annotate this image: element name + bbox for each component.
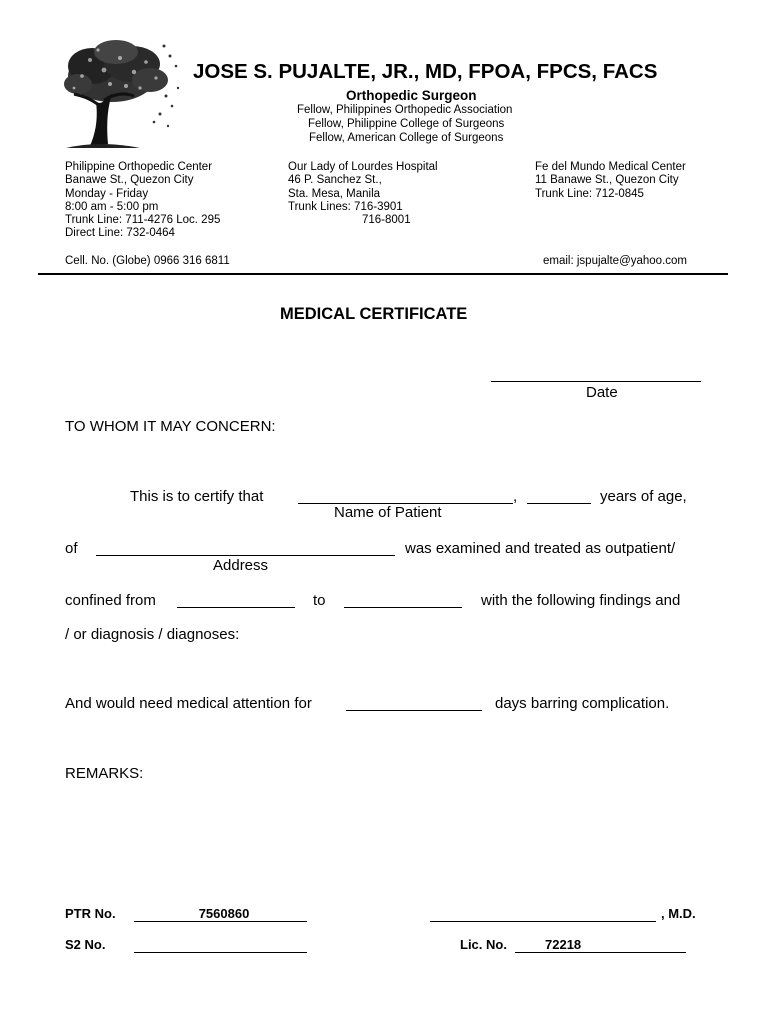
of-text: of (65, 540, 78, 557)
fellowship-acs: Fellow, American College of Surgeons (309, 132, 504, 144)
doctor-name: JOSE S. PUJALTE, JR., MD, FPOA, FPCS, FACS (193, 60, 658, 83)
confined-from-line[interactable] (177, 607, 295, 608)
name-caption: Name of Patient (334, 504, 442, 521)
examined-text: was examined and treated as outpatient/ (405, 540, 676, 557)
days-text: days barring complication. (495, 695, 670, 712)
md-suffix: , M.D. (661, 906, 696, 921)
ptr-label: PTR No. (65, 906, 116, 921)
attention-text: And would need medical attention for (65, 695, 312, 712)
clinic-lourdes: Our Lady of Lourdes Hospital 46 P. Sanchez St., Sta. Mesa, Manila Trunk Lines: 716-3901 716-8001 (288, 161, 438, 227)
ptr-line (134, 921, 307, 922)
fellowship-pcs: Fellow, Philippine College of Surgeons (308, 118, 505, 130)
clinic-poc: Philippine Orthopedic Center Banawe St., Quezon City Monday - Friday 8:00 am - 5:00 pm Trunk Line: 711-4276 Loc. 295 Direct Line: 732-0464 (65, 161, 221, 240)
lic-label: Lic. No. (460, 937, 507, 952)
signature-line[interactable] (430, 921, 656, 922)
to-text: to (313, 592, 326, 609)
lic-value: 72218 (545, 937, 582, 952)
header-divider (38, 273, 728, 275)
days-line[interactable] (346, 710, 482, 711)
date-caption: Date (586, 384, 618, 401)
ptr-value: 7560860 (198, 906, 250, 921)
lic-line (515, 952, 686, 953)
comma: , (513, 488, 518, 505)
s2-line[interactable] (134, 952, 307, 953)
specialty: Orthopedic Surgeon (346, 88, 477, 103)
salutation: TO WHOM IT MAY CONCERN: (65, 418, 276, 435)
address-caption: Address (213, 557, 269, 574)
s2-label: S2 No. (65, 937, 106, 952)
age-line[interactable] (527, 503, 591, 504)
address-line[interactable] (96, 555, 395, 556)
date-line[interactable] (491, 381, 701, 382)
certify-text: This is to certify that (130, 488, 264, 505)
email: email: jspujalte@yahoo.com (543, 255, 687, 267)
cell-number: Cell. No. (Globe) 0966 316 6811 (65, 255, 230, 267)
confined-to-line[interactable] (344, 607, 462, 608)
fellowship-poa: Fellow, Philippines Orthopedic Association (297, 104, 513, 116)
confined-text: confined from (65, 592, 156, 609)
age-text: years of age, (600, 488, 687, 505)
tree-logo-icon (60, 36, 188, 154)
certificate-title: MEDICAL CERTIFICATE (280, 305, 468, 323)
findings-text: with the following findings and (481, 592, 681, 609)
clinic-fe-del-mundo: Fe del Mundo Medical Center 11 Banawe St., Quezon City Trunk Line: 712-0845 (535, 161, 686, 200)
remarks-label: REMARKS: (65, 765, 144, 782)
diagnosis-text: / or diagnosis / diagnoses: (65, 626, 240, 643)
